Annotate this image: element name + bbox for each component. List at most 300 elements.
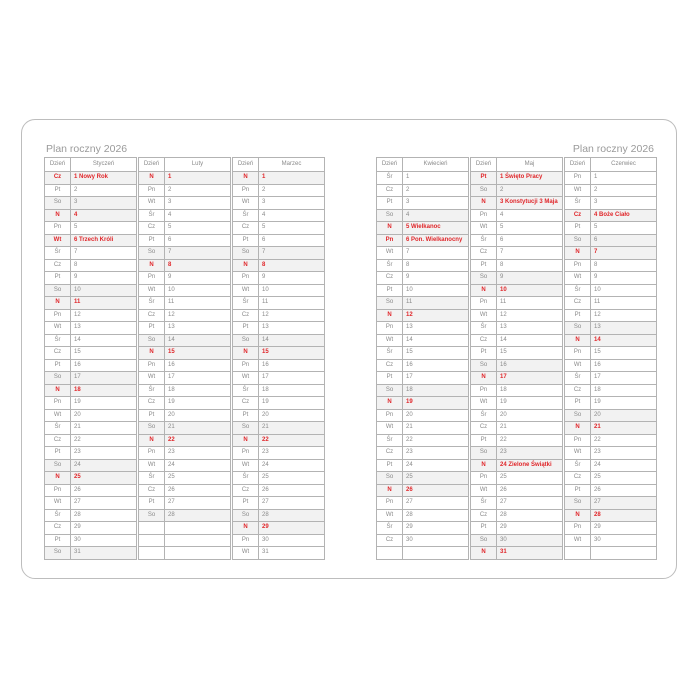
weekday-cell: Pt: [139, 410, 165, 422]
day-row: [233, 210, 325, 223]
weekday-cell: So: [45, 372, 71, 384]
day-number-cell: 9: [497, 272, 563, 284]
day-row: [233, 235, 325, 248]
weekday-cell: Śr: [471, 235, 497, 247]
day-number-cell: 12: [71, 310, 137, 322]
day-row: [471, 222, 563, 235]
day-number-cell: 1: [165, 172, 231, 184]
day-row: [139, 285, 231, 298]
day-row: [233, 285, 325, 298]
day-row: [377, 185, 469, 198]
weekday-cell: Cz: [377, 447, 403, 459]
day-number-cell: 21: [497, 422, 563, 434]
weekday-cell: Cz: [45, 435, 71, 447]
day-row: [139, 360, 231, 373]
weekday-cell: Pt: [139, 497, 165, 509]
weekday-cell: N: [565, 422, 591, 434]
empty-row: [139, 522, 231, 535]
weekday-cell: So: [45, 197, 71, 209]
month-header-row: [377, 158, 469, 172]
day-number-cell: 13: [165, 322, 231, 334]
day-row: [471, 447, 563, 460]
weekday-cell: So: [45, 460, 71, 472]
day-row: [377, 335, 469, 348]
day-number-cell: 18: [591, 385, 657, 397]
weekday-cell: So: [377, 210, 403, 222]
day-number-cell: 23: [497, 447, 563, 459]
day-row: [565, 522, 657, 535]
day-row: [377, 347, 469, 360]
day-number-cell: 18: [497, 385, 563, 397]
day-number-cell: 17: [497, 372, 563, 384]
day-row: [139, 335, 231, 348]
day-row: [139, 460, 231, 473]
day-row: [233, 460, 325, 473]
day-number-cell: 23: [591, 447, 657, 459]
weekday-cell: Pn: [471, 385, 497, 397]
weekday-cell: So: [565, 410, 591, 422]
day-column-header: Dzień: [471, 158, 497, 171]
day-row: [139, 385, 231, 398]
day-row: [139, 322, 231, 335]
day-column-header: Dzień: [45, 158, 71, 171]
day-row: [233, 335, 325, 348]
day-number-cell: 21: [165, 422, 231, 434]
weekday-cell: N: [233, 435, 259, 447]
day-number-cell: 21: [403, 422, 469, 434]
day-row: [377, 222, 469, 235]
day-number-cell: 3: [591, 197, 657, 209]
weekday-cell: Pn: [565, 435, 591, 447]
day-number-cell: 27: [403, 497, 469, 509]
day-row: [139, 410, 231, 423]
day-row: [565, 322, 657, 335]
month-table-luty: [138, 157, 231, 560]
weekday-cell: N: [45, 210, 71, 222]
day-row: [565, 285, 657, 298]
day-row: [471, 372, 563, 385]
day-number-cell: 10: [71, 285, 137, 297]
weekday-cell: Wt: [139, 285, 165, 297]
day-number-cell: 12: [165, 310, 231, 322]
weekday-cell: Cz: [233, 397, 259, 409]
day-number-cell: 1 Nowy Rok: [71, 172, 137, 184]
day-row: [377, 272, 469, 285]
day-number-cell: 9: [71, 272, 137, 284]
month-name: Marzec: [259, 158, 325, 171]
day-number-cell: 19: [259, 397, 325, 409]
day-row: [471, 235, 563, 248]
day-row: [45, 335, 137, 348]
weekday-cell: Pn: [471, 297, 497, 309]
weekday-cell: Śr: [233, 472, 259, 484]
day-number-cell: 4: [259, 210, 325, 222]
weekday-cell: Śr: [377, 435, 403, 447]
day-column-header: Dzień: [565, 158, 591, 171]
weekday-cell: Pt: [45, 185, 71, 197]
day-row: [377, 535, 469, 548]
day-row: [565, 210, 657, 223]
weekday-cell: Cz: [471, 335, 497, 347]
day-number-cell: 16: [497, 360, 563, 372]
empty-day-cell: [165, 547, 231, 559]
day-row: [45, 397, 137, 410]
weekday-cell: Wt: [45, 322, 71, 334]
day-row: [45, 522, 137, 535]
day-number-cell: 28: [259, 510, 325, 522]
weekday-cell: Śr: [377, 347, 403, 359]
weekday-cell: Śr: [565, 285, 591, 297]
empty-row: [565, 547, 657, 560]
day-row: [45, 322, 137, 335]
weekday-cell: Śr: [377, 172, 403, 184]
weekday-cell: Wt: [471, 310, 497, 322]
day-row: [233, 347, 325, 360]
weekday-cell: Śr: [45, 247, 71, 259]
day-number-cell: 24: [259, 460, 325, 472]
day-number-cell: 12: [497, 310, 563, 322]
day-row: [471, 385, 563, 398]
day-row: [377, 472, 469, 485]
empty-weekday-cell: [139, 522, 165, 534]
weekday-cell: Wt: [565, 447, 591, 459]
day-number-cell: 11: [71, 297, 137, 309]
weekday-cell: Wt: [377, 510, 403, 522]
day-number-cell: 11: [497, 297, 563, 309]
day-number-cell: 2: [259, 185, 325, 197]
day-row: [45, 372, 137, 385]
day-row: [233, 360, 325, 373]
weekday-cell: N: [565, 247, 591, 259]
day-number-cell: 8: [497, 260, 563, 272]
day-number-cell: 10: [259, 285, 325, 297]
day-number-cell: 5: [591, 222, 657, 234]
weekday-cell: Cz: [377, 272, 403, 284]
weekday-cell: Śr: [377, 260, 403, 272]
weekday-cell: Pt: [471, 435, 497, 447]
day-row: [377, 322, 469, 335]
day-row: [139, 510, 231, 523]
weekday-cell: Wt: [233, 460, 259, 472]
day-row: [377, 260, 469, 273]
weekday-cell: Śr: [233, 210, 259, 222]
weekday-cell: Wt: [233, 372, 259, 384]
day-row: [139, 197, 231, 210]
day-row: [471, 410, 563, 423]
day-number-cell: 4: [497, 210, 563, 222]
day-number-cell: 28: [403, 510, 469, 522]
day-number-cell: 18: [165, 385, 231, 397]
weekday-cell: N: [45, 472, 71, 484]
day-number-cell: 15: [71, 347, 137, 359]
weekday-cell: Śr: [565, 460, 591, 472]
weekday-cell: N: [471, 285, 497, 297]
weekday-cell: Śr: [471, 410, 497, 422]
day-number-cell: 5: [71, 222, 137, 234]
day-row: [565, 335, 657, 348]
day-row: [45, 172, 137, 185]
weekday-cell: Pn: [377, 235, 403, 247]
weekday-cell: Wt: [233, 547, 259, 559]
day-row: [233, 547, 325, 560]
weekday-cell: Cz: [45, 260, 71, 272]
weekday-cell: Śr: [377, 522, 403, 534]
day-row: [45, 360, 137, 373]
day-row: [565, 297, 657, 310]
day-row: [45, 547, 137, 560]
day-row: [377, 510, 469, 523]
weekday-cell: Pt: [471, 260, 497, 272]
day-number-cell: 16: [165, 360, 231, 372]
day-row: [45, 272, 137, 285]
day-number-cell: 14: [403, 335, 469, 347]
day-number-cell: 26: [403, 485, 469, 497]
empty-weekday-cell: [139, 547, 165, 559]
weekday-cell: N: [45, 385, 71, 397]
weekday-cell: Pn: [139, 185, 165, 197]
day-row: [233, 447, 325, 460]
day-row: [471, 435, 563, 448]
day-number-cell: 17: [259, 372, 325, 384]
weekday-cell: Cz: [377, 185, 403, 197]
weekday-cell: Cz: [139, 310, 165, 322]
day-row: [471, 397, 563, 410]
day-number-cell: 3: [259, 197, 325, 209]
weekday-cell: Pn: [377, 322, 403, 334]
day-number-cell: 7: [497, 247, 563, 259]
weekday-cell: Pn: [233, 447, 259, 459]
day-row: [233, 272, 325, 285]
weekday-cell: N: [233, 522, 259, 534]
day-number-cell: 7: [165, 247, 231, 259]
weekday-cell: Pn: [45, 397, 71, 409]
page-title-right: Plan roczny 2026: [572, 143, 654, 155]
weekday-cell: Cz: [45, 172, 71, 184]
day-row: [45, 185, 137, 198]
day-number-cell: 21: [259, 422, 325, 434]
day-row: [45, 460, 137, 473]
day-number-cell: 9: [259, 272, 325, 284]
day-number-cell: 15: [497, 347, 563, 359]
weekday-cell: N: [471, 460, 497, 472]
weekday-cell: Wt: [471, 397, 497, 409]
weekday-cell: Cz: [45, 347, 71, 359]
day-number-cell: 14: [259, 335, 325, 347]
empty-row: [377, 547, 469, 560]
day-number-cell: 6: [259, 235, 325, 247]
day-row: [377, 285, 469, 298]
day-number-cell: 22: [165, 435, 231, 447]
day-number-cell: 22: [403, 435, 469, 447]
day-number-cell: 25: [165, 472, 231, 484]
day-number-cell: 4 Boże Ciało: [591, 210, 657, 222]
weekday-cell: Pt: [471, 172, 497, 184]
day-row: [377, 385, 469, 398]
day-row: [377, 247, 469, 260]
weekday-cell: Pn: [565, 260, 591, 272]
day-row: [45, 235, 137, 248]
weekday-cell: So: [377, 472, 403, 484]
weekday-cell: Wt: [377, 247, 403, 259]
month-name: Kwiecień: [403, 158, 469, 171]
weekday-cell: Wt: [233, 197, 259, 209]
day-row: [377, 360, 469, 373]
weekday-cell: N: [377, 485, 403, 497]
weekday-cell: Śr: [45, 335, 71, 347]
weekday-cell: Cz: [139, 222, 165, 234]
day-row: [565, 310, 657, 323]
day-number-cell: 11: [403, 297, 469, 309]
day-number-cell: 16: [403, 360, 469, 372]
day-number-cell: 24: [71, 460, 137, 472]
day-number-cell: 1 Święto Pracy: [497, 172, 563, 184]
weekday-cell: Pn: [471, 210, 497, 222]
day-number-cell: 1: [403, 172, 469, 184]
day-number-cell: 15: [165, 347, 231, 359]
day-row: [565, 460, 657, 473]
day-number-cell: 13: [591, 322, 657, 334]
day-row: [377, 485, 469, 498]
day-number-cell: 16: [71, 360, 137, 372]
weekday-cell: Pn: [377, 497, 403, 509]
weekday-cell: Pt: [377, 197, 403, 209]
day-row: [139, 210, 231, 223]
day-number-cell: 3: [165, 197, 231, 209]
day-number-cell: 20: [165, 410, 231, 422]
day-number-cell: 20: [497, 410, 563, 422]
day-column-header: Dzień: [139, 158, 165, 171]
day-number-cell: 14: [71, 335, 137, 347]
day-number-cell: 11: [165, 297, 231, 309]
day-number-cell: 28: [71, 510, 137, 522]
day-number-cell: 3 Konstytucji 3 Maja: [497, 197, 563, 209]
day-number-cell: 16: [591, 360, 657, 372]
day-row: [471, 522, 563, 535]
day-row: [233, 172, 325, 185]
weekday-cell: Wt: [377, 335, 403, 347]
day-row: [233, 222, 325, 235]
day-number-cell: 9: [591, 272, 657, 284]
day-number-cell: 29: [497, 522, 563, 534]
day-number-cell: 21: [71, 422, 137, 434]
day-number-cell: 6 Pon. Wielkanocny: [403, 235, 469, 247]
day-number-cell: 28: [497, 510, 563, 522]
weekday-cell: N: [139, 260, 165, 272]
weekday-cell: So: [471, 360, 497, 372]
day-row: [45, 497, 137, 510]
day-row: [233, 535, 325, 548]
day-row: [139, 172, 231, 185]
weekday-cell: Pt: [471, 347, 497, 359]
weekday-cell: Cz: [565, 210, 591, 222]
day-row: [377, 310, 469, 323]
day-row: [45, 510, 137, 523]
weekday-cell: So: [471, 185, 497, 197]
weekday-cell: Pt: [45, 272, 71, 284]
day-row: [565, 272, 657, 285]
day-number-cell: 23: [165, 447, 231, 459]
day-row: [565, 372, 657, 385]
day-number-cell: 24: [165, 460, 231, 472]
day-number-cell: 8: [403, 260, 469, 272]
day-number-cell: 15: [591, 347, 657, 359]
weekday-cell: N: [139, 435, 165, 447]
day-number-cell: 6: [591, 235, 657, 247]
weekday-cell: Cz: [233, 485, 259, 497]
day-row: [233, 310, 325, 323]
day-row: [139, 497, 231, 510]
day-number-cell: 29: [403, 522, 469, 534]
day-number-cell: 9: [165, 272, 231, 284]
empty-day-cell: [165, 522, 231, 534]
day-row: [565, 435, 657, 448]
weekday-cell: So: [471, 272, 497, 284]
weekday-cell: Pt: [45, 535, 71, 547]
weekday-cell: Cz: [377, 535, 403, 547]
empty-weekday-cell: [139, 535, 165, 547]
day-number-cell: 31: [71, 547, 137, 559]
day-row: [45, 310, 137, 323]
day-number-cell: 19: [497, 397, 563, 409]
day-row: [471, 422, 563, 435]
day-row: [45, 347, 137, 360]
day-number-cell: 4: [403, 210, 469, 222]
weekday-cell: N: [565, 510, 591, 522]
day-number-cell: 25: [403, 472, 469, 484]
weekday-cell: Cz: [471, 247, 497, 259]
day-number-cell: 9: [403, 272, 469, 284]
weekday-cell: Śr: [233, 385, 259, 397]
day-number-cell: 6: [497, 235, 563, 247]
day-row: [471, 310, 563, 323]
day-row: [565, 185, 657, 198]
day-number-cell: 20: [403, 410, 469, 422]
day-number-cell: 8: [591, 260, 657, 272]
day-number-cell: 25: [591, 472, 657, 484]
weekday-cell: Pt: [45, 360, 71, 372]
weekday-cell: Śr: [139, 210, 165, 222]
day-row: [45, 485, 137, 498]
day-row: [139, 372, 231, 385]
day-row: [139, 310, 231, 323]
day-row: [139, 297, 231, 310]
weekday-cell: So: [565, 497, 591, 509]
weekday-cell: Śr: [139, 385, 165, 397]
day-number-cell: 20: [259, 410, 325, 422]
day-row: [45, 472, 137, 485]
day-number-cell: 27: [591, 497, 657, 509]
day-number-cell: 3: [403, 197, 469, 209]
day-row: [471, 172, 563, 185]
weekday-cell: Cz: [139, 397, 165, 409]
day-row: [233, 410, 325, 423]
month-table-styczeń: [44, 157, 137, 560]
page-title-left: Plan roczny 2026: [46, 143, 128, 155]
weekday-cell: Wt: [377, 422, 403, 434]
day-number-cell: 17: [591, 372, 657, 384]
day-row: [565, 447, 657, 460]
day-number-cell: 12: [259, 310, 325, 322]
day-row: [471, 510, 563, 523]
day-row: [565, 197, 657, 210]
day-number-cell: 25: [259, 472, 325, 484]
day-row: [45, 197, 137, 210]
day-row: [233, 485, 325, 498]
weekday-cell: Cz: [233, 222, 259, 234]
weekday-cell: Śr: [233, 297, 259, 309]
weekday-cell: Pn: [139, 360, 165, 372]
day-number-cell: 2: [591, 185, 657, 197]
